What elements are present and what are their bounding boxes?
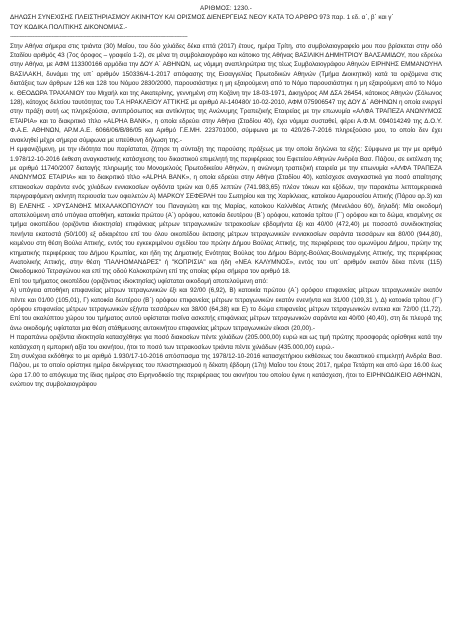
separator-rule: --------------------------------------------------------------------------------------------------------------- — [10, 33, 188, 41]
document-heading-line-1: ΔΗΛΩΣΗ ΣΥΝΕΧΙΣΗΣ ΠΛΕΙΣΤΗΡΙΑΣΜΟΥ ΑΚΙΝΗΤΟΥ ΚΑΙ ΟΡΙΣΜΟΣ ΔΙΕΝΕΡΓΕΙΑΣ ΝΕΟΥ ΚΑΤΑ ΤΟ ΑΡΘΡΟ 973 παρ. 1 εδ. α΄, β΄ και γ΄ — [10, 14, 394, 22]
paragraph-auction-date: Στη συνέχεια εκδόθηκε το με αριθμό 1.930/17-10-2016 απόσπασμα της 1978/12-10-2016 κατασχετήριου εκθέσεως του δικαστικού επιμελητή Ανδρέα Βασ. Πάζιου, με το οποίο ορίστηκε ημέρα διενέργειας του πλειστηριασμού η δέκατη έβδομη (17η) Μαΐου του έτους 2017, ημέρα Τετάρτη και από ώρα 16.00 έως ώρα 17.00 το απόγευμα της ίδιας ημέρας στο Ειρηνοδικείο της περιφέρειας του ακινήτου του οποίου έγινε η κατάσχεση, ήτοι το ΕΙΡΗΝΟΔΙΚΕΙΟ ΑΘΗΝΩΝ, ενώπιον της συμβολαιογράφου — [10, 353, 442, 389]
document-number: ΑΡΙΘΜΟΣ: 1230.- — [200, 5, 252, 12]
paragraph-appearance: Στην Αθήνα σήμερα στις τριάντα (30) Μαΐου, του δύο χιλιάδες δέκα επτά (2017) έτους, ημέρα Τρίτη, στο συμβολαιογραφείο μου που βρίσκεται στην οδό Σταδίου αριθμός 43 (7ος όροφος – γραφείο 1-2), σε μένα τη συμβολαιογράφο και κάτοικο της Αθήνας ΒΑΣΙΛΙΚΗ ΔΗΜΗΤΡΙΟΥ ΒΑΛΣΑΜΙΔΟΥ, που εδρεύω στην Αθήνα, με ΑΦΜ 113300166 αρμόδια την ΔΟΥ Α΄ ΑΘΗΝΩΝ, ως νόμιμη αναπληρώτρια της τέως Συμβολαιογράφου Αθηνών ΕΙΡΗΝΗΣ ΕΜΜΑΝΟΥΗΛ ΒΑΣΙΛΑΚΗ, δυνάμει της υπ΄ αριθμόν 150336/4-1-2017 απόφασης της Εισαγγελίας Πρωτοδικών Αθηνών (Τμήμα Διοικητικό) κατά τα οριζόμενα στις διατάξεις των άρθρων 126 και 128 του Νόμου 2830/2000, παρουσιάστηκε η μη εξαιρούμενη από το Νόμο παρουσιάστηκε η μη εξαιρούμενη από το Νόμο κ. ΘΕΟΔΩΡΑ ΤΡΑΧΑΝΙΟΥ του Μιχαήλ και της Αικατερίνης, γεννημένη στη Κοζάνη την 18-03-1971, Δικηγόρος ΑΜ ΔΣΑ 26454, κάτοικος Αθηνών (Σόλωνος 128), κάτοχος δελτίου ταυτότητας του Τ.Α ΗΡΑΚΛΕΙΟΥ ΑΤΤΙΚΗΣ με αριθμό ΑΙ-140480/ 10-02-2010, ΑΦΜ 075906547 της ΔΟΥ Δ΄ ΑΘΗΝΩΝ η οποία ενεργεί στην πράξη αυτή ως πληρεξούσια, αντιπρόσωπος και αντίκλητος της Ανώνυμης Τραπεζικής Εταιρείας με την επωνυμία «ΑΛΦΑ ΤΡΑΠΕΖΑ ΑΝΩΝΥΜΟΣ ΕΤΑΙΡΙΑ» και το διακριτικό τίτλο «ALPHA BANK», η οποία εδρεύει στην Αθήνα (Σταδίου 40), έχει νόμιμα συσταθεί, φέρει Α.Φ.Μ. 094014249 της Δ.Ο.Υ. Φ.Α.Ε. ΑΘΗΝΩΝ, ΑΡ.Μ.Α.Ε. 6066/06/Β/86/05 και Αριθμό Γ.Ε.ΜΗ. 223701000, σύμφωνα με το 420/26-7-2016 πληρεξούσιο μου, το οποίο δεν έχει ανακληθεί μέχρι σήμερα σύμφωνα με υπεύθυνη δήλωση της.- — [10, 42, 442, 144]
paragraph-building-intro: Επί του τμήματος οικοπέδου (οριζόντιας ιδιοκτησίας) υφίσταται οικοδομή αποτελούμενη από: — [10, 277, 268, 285]
paragraph-seizure-amount: Η παραπάνω οριζόντια ιδιοκτησία κατασχέθηκε για ποσό διακοσίων πέντε χιλιάδων (205.000,00) ευρώ και ως τιμή πρώτης προσφοράς ορίσθηκε κατά την κατάσχεση η εμπορική αξία του ακινήτου, ήτοι το ποσό των τετρακοσίων τριάντα πέντε χιλιάδων (435.000,00) ευρώ.- — [10, 334, 442, 351]
paragraph-building-details: Α) υπόγεια αποθήκη επιφανείας μέτρων τετραγωνικών έξι και 92/00 (6,92), Β) κατοικία πρώτου (Α΄) ορόφου επιφανείας μέτρων τετραγωνικών εκατόν πέντε και 01/00 (105,01), Γ) κατοικία δευτέρου (Β΄) ορόφου επιφανείας μέτρων τετραγωνικών εκατόν ενενήντα και 31/00 (109,31 ), Δ) κατοικία τρίτου (Γ΄) ορόφου επιφανείας μέτρων τετραγωνικών εξήντα τεσσάρων και 38/00 (64,38) και Ε) το δώμα επιφανείας μέτρων τετραγωνικών εντεκα και 72/00 (11,72). Επί του ακαλύπτου χώρου του τμήματος αυτού υφίσταται πισίνα ασκεπής επιφάνειας μέτρων τετραγωνικών σαράντα και 40/00 (40,40), στη δε πλευρά της άνω οικοδομής υφίσταται μια θέση στάθμευσης αυτοκινήτου επιφανείας μέτρων τετραγωνικών είκοσι (20,00).- — [10, 287, 442, 332]
document-heading-line-2: ΤΟΥ ΚΩΔΙΚΑ ΠΟΛΙΤΙΚΗΣ ΔΙΚΟΝΟΜΙΑΣ.- — [10, 23, 128, 31]
paragraph-seizure: Η εμφανιζόμενη, με την ιδιότητα που παρίσταται, ζήτησε τη σύνταξη της παρούσης πράξεως με την οποία δηλώνει τα εξής: Σύμφωνα με την με αριθμό 1.978/12-10-2016 έκθεση αναγκαστικής κατάσχεσης του δικαστικού επιμελητή της περιφέρειας του Εφετείου Αθηνών Ανδρέα Βασ. Πάζιου, σε εκτέλεση της με αριθμό 11740/2007 διαταγής πληρωμής του Μονομελούς Πρωτοδικείου Αθηνών, η ανώνυμη τραπεζική εταιρεία με την επωνυμία «ΑΛΦΑ ΤΡΑΠΕΖΑ ΑΝΩΝΥΜΟΣ ΕΤΑΙΡΙΑ» και το διακριτικό τίτλο «ALPHA BANK», η οποία εδρεύει στην Αθήνα (Σταδίου 40), κατέσχεσε αναγκαστικά για ποσό απαίτησης επτακοσίων σαράντα ενός χιλιάδων εννιακοσίων ογδόντα τριών και 0,65 λεπτών (741.983,65) πλέον τόκων και εξόδων, την παρακάτω λεπτομερειακά περιγραφόμενη ακίνητη περιουσία των οφειλετών Α) ΜΑΡΚΟΥ ΣΕΦΕΡΛΗ του Σωτηρίου και της Χαρίκλειας, κατοίκου Αμαρουσίου Αττικής (Πάρου αρ.3) και Β) ΕΛΕΝΗΣ - ΧΡΥΣΑΝΘΗΣ ΜΙΧΑΛΑΚΟΠΟΥΛΟΥ του Παναγιώτη και της Μαρίας, κατοίκου Καλλιθέας Αττικής (Μενελάου 60), δηλαδή: Μία οικοδομή αποτελούμενη από υπόγεια αποθήκη, κατοικία πρώτου (Α΄) ορόφου, κατοικία δευτέρου (Β΄) ορόφου, κατοικία τρίτου (Γ΄) ορόφου και το δώμα, κτισμένης σε τμήμα οικοπέδου (οριζόντια ιδιοκτησία) επιφάνειας μέτρων τετραγωνικών τετρακοσίων εβδομήντα έξι και 40/00 (472,40) με ποσοστό συνιδιοκτησίας πενήντα εκατοστά (50/100) εξ αδιαιρέτου επί του όλου οικοπέδου έκτασης μέτρων τετραγωνικών εννιακοσίων σαράντα τεσσάρων και 80/00 (944,80), κειμένου στη θέση Βούλα Αττικής, εντός του εγκεκριμένου σχεδίου του πρώην Δήμου Βούλας Αττικής, της περιφέρειας του ομωνύμου Δήμου, πρώην της κτηματικής περιφέρειας του Δήμου Κρωπίας, και ήδη της Δημοτικής Ενότητας Βούλας του Δήμου Βάρης-Βούλας-Βουλιαγμένης Αττικής, της περιφέρειας Ανατολικής Αττικής, στην θέση "ΠΑΛΗΟΜΑΝΔΡΕΣ" ή "ΚΟΠΡΙΣΙΑ" και ήδη «ΝΕΑ ΚΑΛΥΜΝΟΣ», εντός του υπ΄ αριθμόν εκατόν δέκα πέντε (115) Οικοδομικού Τετραγώνου και επί της οδού Κολοκοτρώνη επί της οποίας φέρει σήμερα τον αριθμό 18. — [10, 146, 442, 276]
